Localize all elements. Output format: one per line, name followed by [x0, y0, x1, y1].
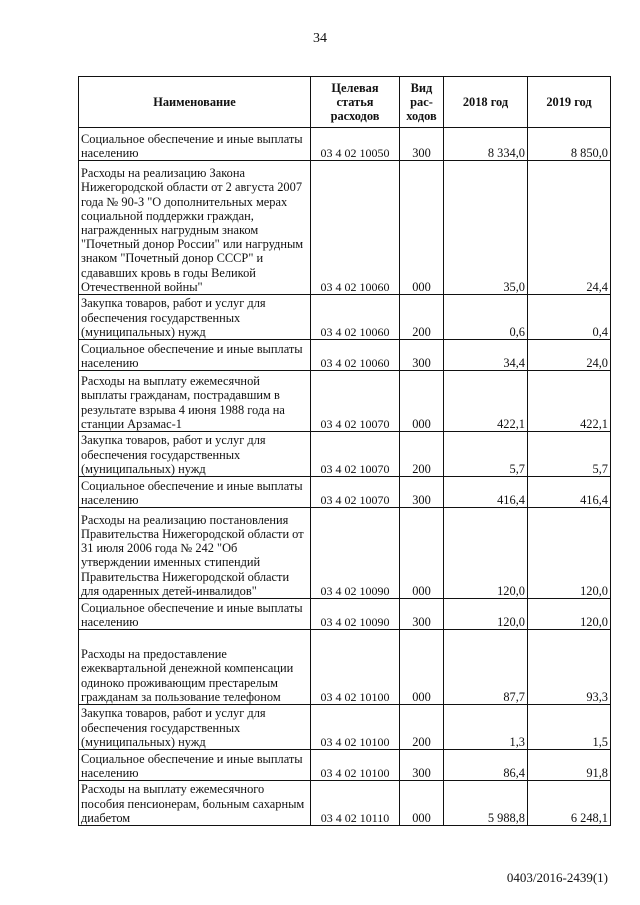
cell-name: Социальное обеспечение и иные выплаты населению [79, 599, 311, 630]
cell-code: 03 4 02 10050 [311, 128, 400, 161]
cell-code: 03 4 02 10070 [311, 371, 400, 432]
cell-2019: 1,5 [528, 705, 611, 750]
cell-2019: 8 850,0 [528, 128, 611, 161]
cell-name: Закупка товаров, работ и услуг для обеспечения государственных (муниципальных) нужд [79, 432, 311, 477]
cell-2018: 0,6 [444, 295, 528, 340]
cell-2019: 93,3 [528, 630, 611, 705]
header-2018: 2018 год [444, 77, 528, 128]
cell-code: 03 4 02 10060 [311, 161, 400, 295]
document-code: 0403/2016-2439(1) [506, 870, 608, 885]
cell-type: 300 [400, 128, 444, 161]
table-row [79, 705, 611, 750]
cell-name: Социальное обеспечение и иные выплаты населению [79, 340, 311, 371]
cell-code: 03 4 02 10100 [311, 750, 400, 781]
table-row [79, 295, 611, 340]
cell-2019: 91,8 [528, 750, 611, 781]
cell-name: Закупка товаров, работ и услуг для обеспечения государственных (муниципальных) нужд [79, 295, 311, 340]
cell-2018: 422,1 [444, 371, 528, 432]
cell-type: 000 [400, 508, 444, 599]
cell-type: 200 [400, 432, 444, 477]
cell-2018: 120,0 [444, 599, 528, 630]
table-row [79, 477, 611, 508]
header-2019: 2019 год [528, 77, 611, 128]
cell-code: 03 4 02 10100 [311, 705, 400, 750]
cell-name: Социальное обеспечение и иные выплаты населению [79, 477, 311, 508]
table-row [79, 128, 611, 161]
cell-type: 200 [400, 295, 444, 340]
cell-name: Расходы на предоставление ежеквартальной денежной компенсации одиноко проживающим престарелым гражданам за пользование телефоном [79, 630, 311, 705]
table-row [79, 371, 611, 432]
cell-2019: 120,0 [528, 508, 611, 599]
cell-name: Расходы на выплату ежемесячного пособия пенсионерам, больным сахарным диабетом [79, 781, 311, 826]
cell-name: Расходы на реализацию Закона Нижегородской области от 2 августа 2007 года № 90-З "О дополнительных мерах социальной поддержки граждан, награжденных нагрудным знаком "Почетный донор России" или нагрудным знаком "Почетный донор СССР" и сдававших кровь в годы Великой Отечественной войны" [79, 161, 311, 295]
cell-name: Расходы на выплату ежемесячной выплаты гражданам, пострадавшим в результате взрыва 4 июня 1988 года на станции Арзамас-1 [79, 371, 311, 432]
cell-name: Расходы на реализацию постановления Правительства Нижегородской области от 31 июля 2006 года № 242 "Об утверждении именных стипендий Правительства Нижегородской области для одаренных детей-инвалидов" [79, 508, 311, 599]
cell-2019: 5,7 [528, 432, 611, 477]
cell-code: 03 4 02 10090 [311, 508, 400, 599]
cell-2018: 1,3 [444, 705, 528, 750]
cell-code: 03 4 02 10060 [311, 340, 400, 371]
cell-code: 03 4 02 10110 [311, 781, 400, 826]
header-code: Целевая статья расходов [311, 77, 400, 128]
header-row [79, 77, 611, 128]
cell-2019: 416,4 [528, 477, 611, 508]
cell-2019: 6 248,1 [528, 781, 611, 826]
cell-type: 000 [400, 630, 444, 705]
cell-2018: 35,0 [444, 161, 528, 295]
cell-2019: 24,0 [528, 340, 611, 371]
cell-2019: 0,4 [528, 295, 611, 340]
cell-2018: 8 334,0 [444, 128, 528, 161]
cell-2018: 87,7 [444, 630, 528, 705]
cell-code: 03 4 02 10100 [311, 630, 400, 705]
table-row [79, 750, 611, 781]
cell-type: 200 [400, 705, 444, 750]
cell-2018: 5 988,8 [444, 781, 528, 826]
cell-2019: 24,4 [528, 161, 611, 295]
cell-type: 300 [400, 750, 444, 781]
cell-2018: 416,4 [444, 477, 528, 508]
table-row [79, 781, 611, 826]
cell-2018: 120,0 [444, 508, 528, 599]
cell-code: 03 4 02 10070 [311, 477, 400, 508]
budget-table [78, 76, 611, 826]
header-type: Вид рас-ходов [400, 77, 444, 128]
cell-code: 03 4 02 10070 [311, 432, 400, 477]
cell-type: 000 [400, 781, 444, 826]
table-row [79, 630, 611, 705]
cell-2018: 34,4 [444, 340, 528, 371]
cell-type: 300 [400, 477, 444, 508]
page-number: 34 [313, 31, 327, 46]
table-row [79, 599, 611, 630]
cell-code: 03 4 02 10060 [311, 295, 400, 340]
table-row [79, 508, 611, 599]
table-row [79, 161, 611, 295]
cell-2019: 120,0 [528, 599, 611, 630]
cell-type: 300 [400, 340, 444, 371]
table-row [79, 432, 611, 477]
cell-type: 000 [400, 371, 444, 432]
cell-code: 03 4 02 10090 [311, 599, 400, 630]
cell-name: Социальное обеспечение и иные выплаты населению [79, 128, 311, 161]
cell-name: Закупка товаров, работ и услуг для обеспечения государственных (муниципальных) нужд [79, 705, 311, 750]
cell-type: 300 [400, 599, 444, 630]
cell-2018: 5,7 [444, 432, 528, 477]
cell-2018: 86,4 [444, 750, 528, 781]
table-row [79, 340, 611, 371]
cell-2019: 422,1 [528, 371, 611, 432]
cell-name: Социальное обеспечение и иные выплаты населению [79, 750, 311, 781]
cell-type: 000 [400, 161, 444, 295]
header-name: Наименование [79, 77, 311, 128]
